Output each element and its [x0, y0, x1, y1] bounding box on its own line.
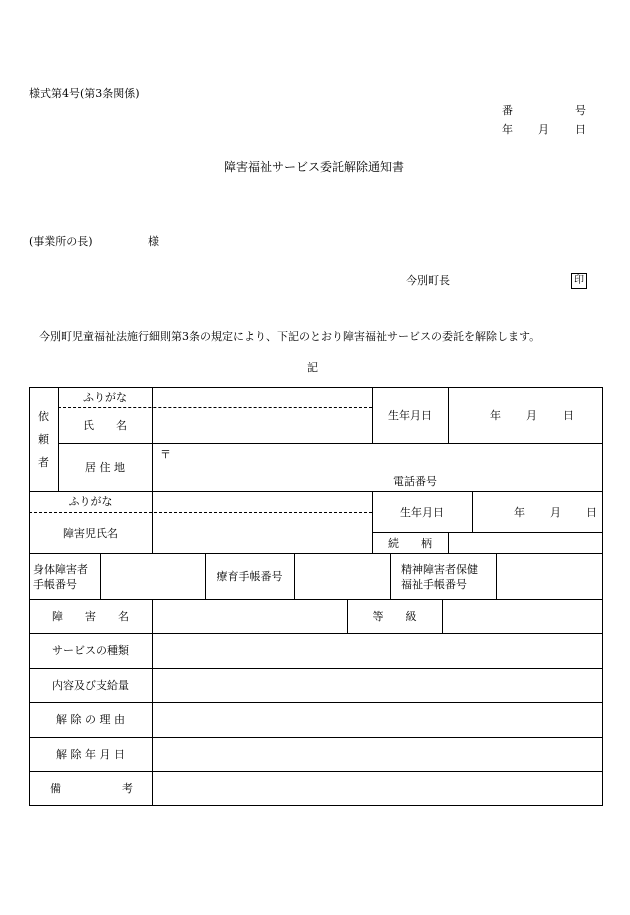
- remarks-label-1: 備: [50, 782, 61, 795]
- child-dob-label: 生年月日: [400, 506, 444, 519]
- requester-side-3: 者: [38, 456, 49, 469]
- dob-day: 日: [563, 409, 574, 422]
- physical-label-1: 身体障害者: [33, 563, 88, 576]
- disability-name-label: 障 害 名: [52, 610, 129, 623]
- date-year: 年: [502, 123, 513, 136]
- recipient-label: (事業所の長): [29, 235, 93, 248]
- child-dob-month: 月: [550, 506, 561, 519]
- issuer-label: 今別町長: [406, 274, 450, 287]
- phone-label: 電話番号: [393, 475, 437, 488]
- child-name-label: 障害児氏名: [63, 527, 118, 540]
- requester-side-1: 依: [38, 410, 49, 423]
- dob-label: 生年月日: [388, 409, 432, 422]
- relation-label: 続 柄: [388, 537, 432, 550]
- form-number: 様式第4号(第3条関係): [29, 87, 140, 100]
- name-label: 氏 名: [83, 419, 127, 432]
- number-go: 号: [575, 104, 586, 117]
- address-label: 居 住 地: [85, 461, 125, 474]
- service-type-label: サービスの種類: [52, 644, 129, 657]
- dob-month: 月: [526, 409, 537, 422]
- document-title: 障害福祉サービス委託解除通知書: [224, 160, 405, 174]
- number-ban: 番: [502, 104, 513, 117]
- furigana-label: ふりがな: [83, 391, 127, 404]
- requester-side-2: 頼: [38, 433, 49, 446]
- remarks-label-2: 考: [122, 782, 133, 795]
- child-dob-year: 年: [514, 506, 525, 519]
- child-furigana-label: ふりがな: [68, 495, 113, 508]
- grade-label: 等 級: [372, 610, 417, 623]
- dob-year: 年: [490, 409, 501, 422]
- content-label: 内容及び支給量: [52, 679, 129, 692]
- date-day: 日: [575, 123, 586, 136]
- mental-label-2: 福祉手帳番号: [401, 578, 467, 591]
- reason-label: 解 除 の 理 由: [56, 713, 125, 726]
- body-text: 今別町児童福祉法施行細則第3条の規定により、下記のとおり障害福祉サービスの委託を解除します。: [39, 330, 541, 343]
- release-date-label: 解 除 年 月 日: [56, 748, 125, 761]
- ryoiku-label: 療育手帳番号: [216, 570, 283, 583]
- postal-mark: 〒: [160, 448, 171, 461]
- date-month: 月: [538, 123, 549, 136]
- ki-mark: 記: [307, 361, 318, 374]
- physical-label-2: 手帳番号: [33, 578, 77, 591]
- recipient-honorific: 様: [148, 235, 159, 248]
- child-dob-day: 日: [586, 506, 597, 519]
- seal-mark: 印: [571, 273, 587, 289]
- mental-label-1: 精神障害者保健: [401, 563, 478, 576]
